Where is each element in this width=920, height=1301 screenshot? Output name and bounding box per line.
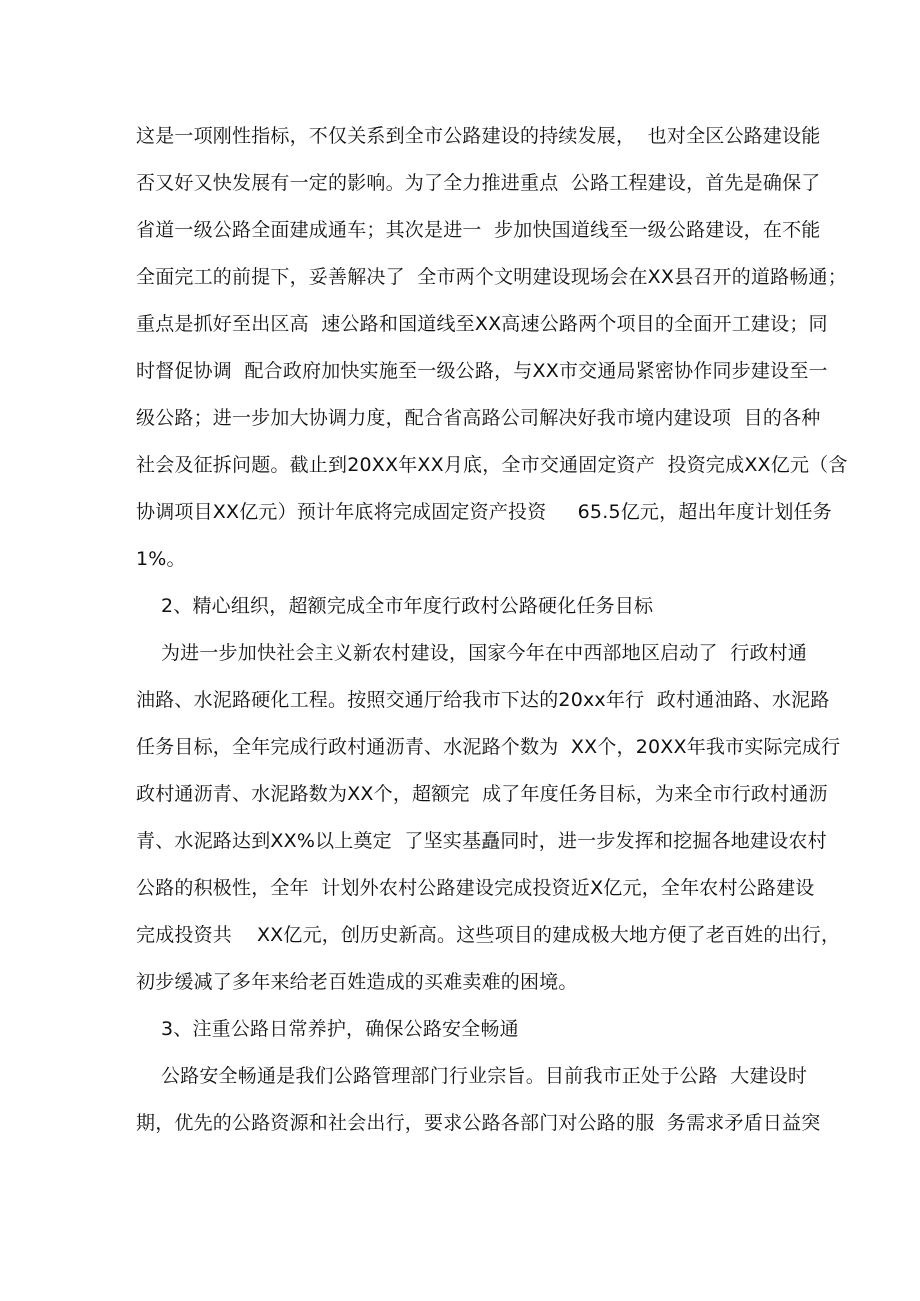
text-line: 为进一步加快社会主义新农村建设，国家今年在中西部地区启动了 行政村通 bbox=[136, 642, 808, 664]
text-line: 政村通沥青、水泥路数为XX个，超额完 成了年度任务目标，为来全市行政村通沥 bbox=[136, 783, 828, 805]
text-line: 任务目标，全年完成行政村通沥青、水泥路个数为 XX个，20XX年我市实际完成行 bbox=[136, 736, 841, 758]
text-line: 重点是抓好至出区高 速公路和国道线至XX高速公路两个项目的全面开工建设；同 bbox=[136, 313, 828, 335]
text-line: 初步缓减了多年来给老百姓造成的买难卖难的困境。 bbox=[136, 971, 578, 993]
section-heading: 2、精心组织，超额完成全市年度行政村公路硬化任务目标 bbox=[136, 595, 654, 617]
text-line: 公路的积极性，全年 计划外农村公路建设完成投资近X亿元，全年农村公路建设 bbox=[136, 877, 815, 899]
text-line: 1%。 bbox=[136, 548, 186, 570]
text-line: 油路、水泥路硬化工程。按照交通厅给我市下达的20xx年行 政村通油路、水泥路 bbox=[136, 689, 830, 711]
text-line: 时督促协调 配合政府加快实施至一级公路，与XX市交通局紧密协作同步建设至一 bbox=[136, 360, 828, 382]
text-line: 否又好又快发展有一定的影响。为了全力推进重点 公路工程建设，首先是确保了 bbox=[136, 172, 821, 194]
text-line: 省道一级公路全面建成通车；其次是进一 步加快国道线至一级公路建设，在不能 bbox=[136, 219, 821, 241]
text-line: 青、水泥路达到XX%以上奠定 了坚实基矗同时，进一步发挥和挖掘各地建设农村 bbox=[136, 830, 827, 852]
text-line: 期，优先的公路资源和社会出行，要求公路各部门对公路的服 务需求矛盾日益突 bbox=[136, 1112, 821, 1134]
text-line: 级公路；进一步加大协调力度，配合省高路公司解决好我市境内建设项 目的各种 bbox=[136, 407, 821, 429]
text-line: 完成投资共 XX亿元，创历史新高。这些项目的建成极大地方便了老百姓的出行， bbox=[136, 924, 841, 946]
text-line: 全面完工的前提下，妥善解决了 全市两个文明建设现场会在XX县召开的道路畅通； bbox=[136, 266, 847, 288]
text-line: 这是一项刚性指标，不仅关系到全市公路建设的持续发展， 也对全区公路建设能 bbox=[136, 125, 821, 147]
text-line: 公路安全畅通是我们公路管理部门行业宗旨。目前我市正处于公路 大建设时 bbox=[136, 1065, 808, 1087]
text-line: 社会及征拆问题。截止到20XX年XX月底，全市交通固定资产 投资完成XX亿元（含 bbox=[136, 454, 848, 476]
section-heading: 3、注重公路日常养护，确保公路安全畅通 bbox=[136, 1018, 519, 1040]
text-line: 协调项目XX亿元）预计年底将完成固定资产投资 65.5亿元，超出年度计划任务 bbox=[136, 501, 832, 523]
